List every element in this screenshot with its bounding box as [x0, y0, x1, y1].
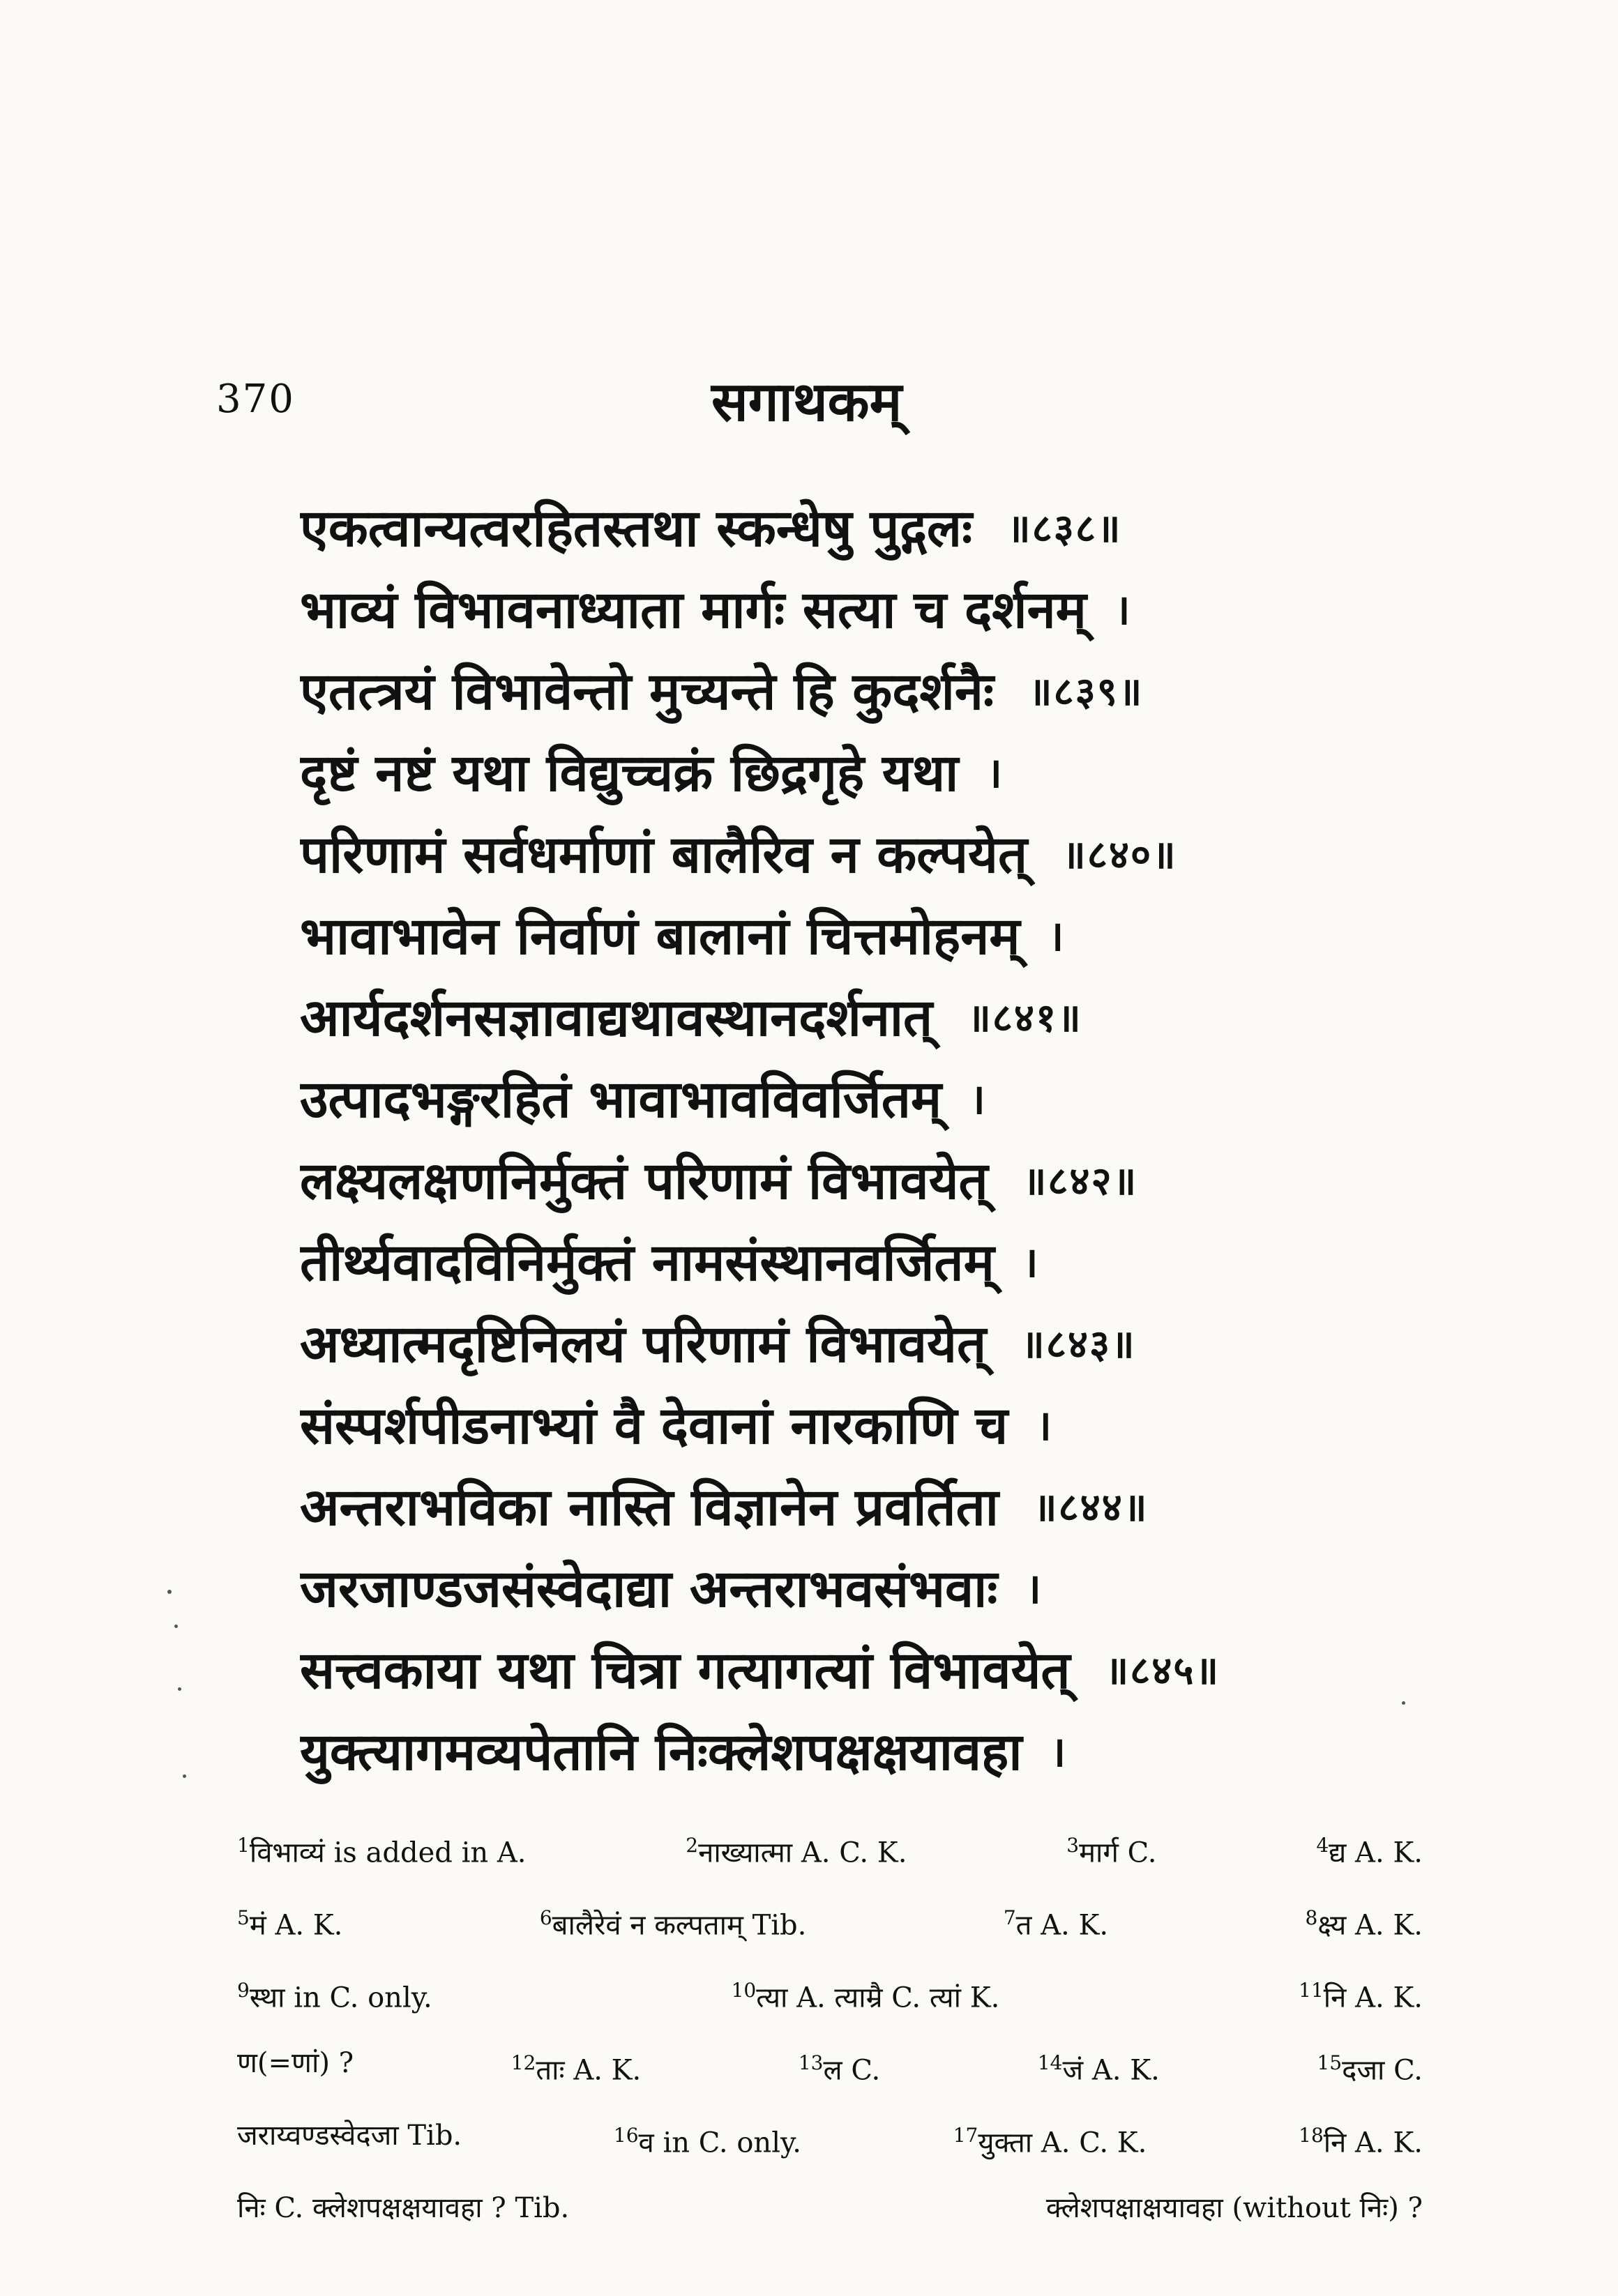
- footnote-text: स्था in C. only.: [249, 1982, 432, 2014]
- half-verse-danda: ।: [1114, 586, 1131, 634]
- footnote-text: त A. K.: [1015, 1909, 1109, 1942]
- footnote-marker: 10: [731, 1979, 757, 2002]
- footnote-text: नि A. K.: [1323, 1982, 1423, 2014]
- footnote: [1046, 2172, 1423, 2244]
- verse-text: आर्यदर्शनसज्ञावाद्यथावस्थानदर्शनात्: [300, 988, 933, 1048]
- scan-speck: [183, 1774, 186, 1778]
- verse-text: युक्त्यागमव्यपेतानि निःक्लेशपक्षक्षयावहा: [300, 1722, 1022, 1782]
- footnote: [1299, 1954, 1423, 2027]
- verse-line: [300, 978, 1430, 1059]
- verse-line: [300, 1304, 1430, 1385]
- footnote-text: त्या A. त्याम्रै C. त्यां K.: [756, 1982, 1000, 2014]
- footnote-marker: 16: [613, 2124, 639, 2147]
- footnote-text: जं A. K.: [1062, 2054, 1160, 2087]
- verse-number: ॥८४०॥: [1062, 832, 1177, 878]
- footnote-marker: 18: [1299, 2124, 1324, 2147]
- verse-text: एतत्त्रयं विभावेन्तो मुच्यन्ते हि कुदर्शनैः: [300, 662, 994, 722]
- footnote-marker: 17: [953, 2124, 978, 2147]
- footnote-text: मं A. K.: [249, 1909, 343, 1942]
- verse-number: ॥८३९॥: [1028, 669, 1144, 715]
- verse-line: [300, 814, 1430, 896]
- footnote-row: [237, 1882, 1423, 1954]
- verse-number: ॥८४३॥: [1021, 1321, 1136, 1367]
- footnote: [799, 2027, 880, 2099]
- scan-speck: [167, 1590, 172, 1594]
- footnote-text: ल C.: [823, 2054, 881, 2087]
- verse-number: ॥८४५॥: [1105, 1648, 1220, 1694]
- half-verse-danda: ।: [1048, 912, 1064, 961]
- footnote-marker: 11: [1299, 1979, 1324, 2002]
- scan-speck: [178, 1687, 181, 1691]
- footnote: [1317, 2027, 1423, 2099]
- footnote-marker: 7: [1003, 1906, 1016, 1929]
- verse-line: [300, 1141, 1430, 1222]
- scan-speck: [174, 1625, 178, 1628]
- half-verse-danda: ।: [1025, 1565, 1042, 1613]
- verse-text: भाव्यं विभावनाध्याता मार्गः सत्या च दर्शनम्: [300, 580, 1087, 640]
- verse-text: एकत्वान्यत्वरहितस्तथा स्कन्धेषु पुद्गलः: [300, 499, 973, 558]
- verse-text: परिणामं सर्वधर्माणां बालैरिव न कल्पयेत्: [300, 825, 1028, 885]
- footnote-text: बालैरेवं न कल्पताम् Tib.: [552, 1909, 807, 1942]
- verse-number: ॥८४४॥: [1033, 1484, 1149, 1530]
- verse-text: भावाभावेन निर्वाणं बालानां चित्तमोहनम्: [300, 906, 1020, 966]
- footnote: [237, 1809, 526, 1882]
- verse-line: [300, 651, 1430, 733]
- half-verse-danda: ।: [969, 1075, 985, 1124]
- verse-text: संस्पर्शपीडनाभ्यां वै देवानां नारकाणि च: [300, 1396, 1008, 1456]
- footnote-marker: 9: [237, 1979, 250, 2002]
- verse-text: उत्पादभङ्गरहितं भावाभावविवर्जितम्: [300, 1070, 942, 1130]
- footnote-marker: 12: [511, 2051, 536, 2074]
- footnote: [237, 1882, 342, 1954]
- footnote: [732, 1954, 1000, 2027]
- verse-text: अध्यात्मदृष्टिनिलयं परिणामं विभावयेत्: [300, 1314, 987, 1374]
- half-verse-danda: ।: [1050, 1728, 1066, 1777]
- verse-line: [300, 1630, 1430, 1712]
- footnote-row: [237, 2099, 1423, 2172]
- verse-text: जरजाण्डजसंस्वेदाद्या अन्तराभवसंभवाः: [300, 1559, 998, 1619]
- footnote-row: [237, 1954, 1423, 2027]
- footnote-text: मार्ग C.: [1079, 1837, 1157, 1869]
- verse-line: [300, 1222, 1430, 1304]
- footnote-row: [237, 1809, 1423, 1882]
- footnote: [1299, 2099, 1423, 2172]
- page-number: 370: [216, 377, 295, 422]
- verse-line: [300, 1385, 1430, 1467]
- footnote-text: नि A. K.: [1323, 2127, 1423, 2159]
- footnote-text: युक्ता A. C. K.: [978, 2127, 1147, 2159]
- scan-speck: [1402, 1701, 1405, 1705]
- footnote: [1066, 1809, 1156, 1882]
- footnote-text: क्लेशपक्षाक्षयावहा (without निः) ?: [1045, 2192, 1423, 2224]
- verse-text: सत्त्वकाया यथा चित्रा गत्यागत्यां विभावयेत्: [300, 1641, 1071, 1701]
- footnote: [540, 1882, 807, 1954]
- footnote-text: क्ष्य A. K.: [1317, 1909, 1423, 1942]
- verse-text: तीर्थ्यवादविनिर्मुक्तं नामसंस्थानवर्जितम्: [300, 1233, 995, 1293]
- footnote-marker: 6: [539, 1906, 552, 1929]
- footnote-marker: 8: [1305, 1906, 1318, 1929]
- verse-line: [300, 1549, 1430, 1630]
- verse-block: [300, 488, 1430, 1793]
- verse-text: लक्ष्यलक्षणनिर्मुक्तं परिणामं विभावयेत्: [300, 1151, 988, 1211]
- footnote-text: दजा C.: [1342, 2054, 1423, 2087]
- footnote-text: जराय्वण्डस्वेदजा Tib.: [237, 2120, 462, 2152]
- verse-line: [300, 570, 1430, 651]
- footnote-marker: 3: [1066, 1834, 1080, 1857]
- footnote: [1004, 1882, 1108, 1954]
- footnote-text: नाख्यात्मा A. C. K.: [698, 1837, 907, 1869]
- half-verse-danda: ।: [986, 749, 1003, 798]
- verse-line: [300, 1467, 1430, 1549]
- footnote-text: विभाव्यं is added in A.: [249, 1837, 527, 1869]
- running-title: सगाथकम्: [711, 370, 902, 434]
- verse-text: अन्तराभविका नास्ति विज्ञानेन प्रवर्तिता: [300, 1477, 999, 1537]
- footnote: [686, 1809, 907, 1882]
- footnote-marker: 2: [686, 1834, 699, 1857]
- footnotes: [237, 1809, 1423, 2244]
- footnote-row: [237, 2027, 1423, 2099]
- footnote-text: ण(=णां) ?: [237, 2047, 354, 2079]
- footnote-text: व in C. only.: [638, 2127, 801, 2159]
- footnote: [953, 2099, 1147, 2172]
- footnote-text: द्य A. K.: [1329, 1837, 1423, 1869]
- footnote: [1038, 2027, 1160, 2099]
- footnote: [237, 2099, 462, 2172]
- verse-line: [300, 1712, 1430, 1793]
- verse-line: [300, 896, 1430, 978]
- footnote: [237, 1954, 432, 2027]
- footnote: [1306, 1882, 1423, 1954]
- verse-line: [300, 733, 1430, 814]
- verse-line: [300, 1059, 1430, 1141]
- footnote-marker: 1: [237, 1834, 250, 1857]
- footnote-marker: 15: [1317, 2051, 1343, 2074]
- footnote-text: ताः A. K.: [536, 2054, 642, 2087]
- footnote: [511, 2027, 642, 2099]
- footnote-marker: 13: [798, 2051, 824, 2074]
- footnote-marker: 14: [1037, 2051, 1063, 2074]
- half-verse-danda: ।: [1036, 1401, 1052, 1450]
- footnote: [237, 2172, 569, 2244]
- verse-text: दृष्टं नष्टं यथा विद्युच्चक्रं छिद्रगृहे यथा: [300, 743, 959, 803]
- footnote: [1316, 1809, 1423, 1882]
- half-verse-danda: ।: [1022, 1238, 1038, 1287]
- verse-number: ॥८४१॥: [967, 995, 1082, 1041]
- verse-line: [300, 488, 1430, 570]
- footnote-row: [237, 2172, 1423, 2244]
- footnote-marker: 4: [1316, 1834, 1329, 1857]
- verse-number: ॥८४२॥: [1022, 1158, 1138, 1204]
- footnote-marker: 5: [237, 1906, 250, 1929]
- footnote: [614, 2099, 801, 2172]
- footnote: [237, 2027, 354, 2099]
- footnote-text: निः C. क्लेशपक्षक्षयावहा ? Tib.: [237, 2192, 570, 2224]
- verse-number: ॥८३८॥: [1007, 505, 1122, 552]
